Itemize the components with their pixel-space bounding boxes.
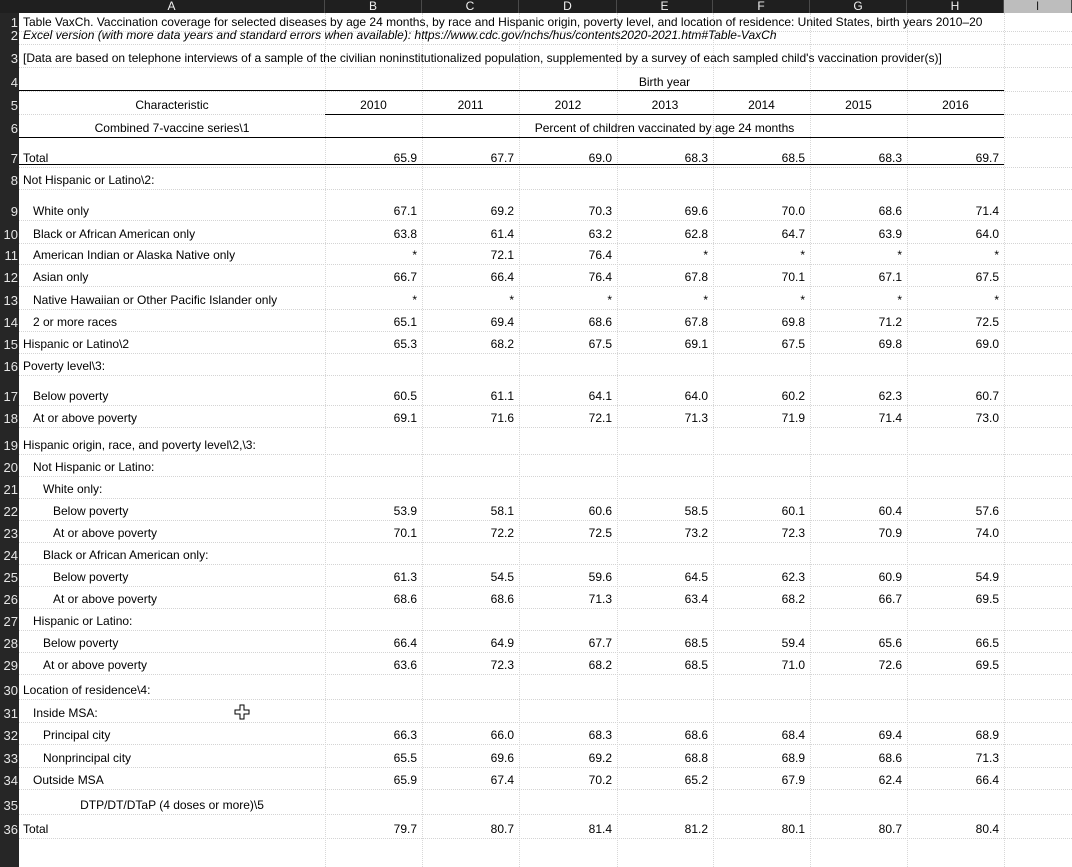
value-cell[interactable]: 69.7 bbox=[975, 151, 999, 165]
column-header-d[interactable]: D bbox=[519, 0, 617, 13]
row-header-26[interactable]: 26 bbox=[3, 592, 18, 607]
value-cell[interactable]: 69.5 bbox=[975, 592, 999, 606]
row-header-23[interactable]: 23 bbox=[3, 526, 18, 541]
value-cell[interactable]: * bbox=[703, 248, 708, 262]
value-cell[interactable]: 67.1 bbox=[393, 204, 417, 218]
row-header-2[interactable]: 2 bbox=[10, 28, 18, 43]
cell-characteristic[interactable]: Total bbox=[23, 822, 49, 836]
value-cell[interactable]: 68.3 bbox=[588, 728, 612, 742]
column-header-f[interactable]: F bbox=[713, 0, 810, 13]
value-cell[interactable]: 69.1 bbox=[684, 337, 708, 351]
value-cell[interactable]: 59.4 bbox=[781, 636, 805, 650]
cell-characteristic[interactable]: Combined 7-vaccine series\1 bbox=[94, 121, 250, 135]
value-cell[interactable]: 65.9 bbox=[393, 773, 417, 787]
value-cell[interactable]: 67.1 bbox=[878, 270, 902, 284]
row-header-13[interactable]: 13 bbox=[3, 293, 18, 308]
cell-characteristic[interactable]: Poverty level\3: bbox=[23, 359, 106, 373]
row-header-32[interactable]: 32 bbox=[3, 728, 18, 743]
row-gridline bbox=[19, 674, 1072, 675]
value-cell[interactable]: * bbox=[897, 293, 902, 307]
row-header-15[interactable]: 15 bbox=[3, 337, 18, 352]
row-gridline bbox=[19, 375, 1072, 376]
cell-characteristic[interactable]: Below poverty bbox=[53, 570, 129, 584]
value-cell[interactable]: 63.2 bbox=[588, 227, 612, 241]
row-gridline bbox=[19, 405, 1072, 406]
value-cell[interactable]: 60.1 bbox=[781, 504, 805, 518]
value-cell[interactable]: 68.6 bbox=[684, 728, 708, 742]
row-gridline bbox=[19, 454, 1072, 455]
value-cell[interactable]: 68.6 bbox=[490, 592, 514, 606]
row-gridline bbox=[19, 542, 1072, 543]
column-year-header[interactable]: 2013 bbox=[651, 98, 679, 112]
value-cell[interactable]: 67.5 bbox=[975, 270, 999, 284]
value-cell[interactable]: 60.5 bbox=[393, 389, 417, 403]
value-cell[interactable]: 80.7 bbox=[490, 822, 514, 836]
cell-characteristic[interactable]: Table VaxCh. Vaccination coverage for selected diseases by age 24 months, by race and Hispanic origin, poverty level, and location of residence: United States, birth years 2010–20 bbox=[23, 15, 983, 29]
cell-characteristic[interactable]: Below poverty bbox=[33, 389, 109, 403]
value-cell[interactable]: 69.2 bbox=[588, 751, 612, 765]
cell-characteristic[interactable]: White only bbox=[33, 204, 90, 218]
value-cell[interactable]: 73.2 bbox=[684, 526, 708, 540]
value-cell[interactable]: 66.4 bbox=[393, 636, 417, 650]
cell-characteristic[interactable]: Black or African American only bbox=[33, 227, 196, 241]
value-cell[interactable]: 68.5 bbox=[684, 658, 708, 672]
column-header-bar bbox=[0, 0, 1072, 13]
value-cell[interactable]: 68.9 bbox=[781, 751, 805, 765]
value-cell[interactable]: 66.4 bbox=[490, 270, 514, 284]
value-cell[interactable]: 66.7 bbox=[878, 592, 902, 606]
value-cell[interactable]: 69.8 bbox=[781, 315, 805, 329]
value-cell[interactable]: 71.2 bbox=[878, 315, 902, 329]
value-cell[interactable]: 62.3 bbox=[878, 389, 902, 403]
value-cell[interactable]: * bbox=[994, 293, 999, 307]
value-cell[interactable]: 63.8 bbox=[393, 227, 417, 241]
worksheet-area[interactable] bbox=[19, 13, 1072, 867]
row-header-19[interactable]: 19 bbox=[3, 438, 18, 453]
row-gridline bbox=[19, 608, 1072, 609]
column-header-a[interactable]: A bbox=[19, 0, 325, 13]
row-gridline bbox=[19, 630, 1072, 631]
row-gridline bbox=[19, 838, 1072, 839]
row-header-17[interactable]: 17 bbox=[3, 389, 18, 404]
value-cell[interactable]: 68.6 bbox=[393, 592, 417, 606]
row-gridline bbox=[19, 564, 1072, 565]
table-rule bbox=[19, 137, 1004, 138]
value-cell[interactable]: * bbox=[412, 248, 417, 262]
row-gridline bbox=[19, 331, 1072, 332]
cell-characteristic[interactable]: Principal city bbox=[43, 728, 111, 742]
cell-characteristic[interactable]: Below poverty bbox=[53, 504, 129, 518]
value-cell[interactable]: 61.4 bbox=[490, 227, 514, 241]
value-cell[interactable]: 58.1 bbox=[490, 504, 514, 518]
row-gridline bbox=[19, 91, 1072, 92]
table-rule bbox=[325, 114, 1004, 115]
value-cell[interactable]: 68.6 bbox=[878, 751, 902, 765]
value-cell[interactable]: 68.9 bbox=[975, 728, 999, 742]
row-header-29[interactable]: 29 bbox=[3, 658, 18, 673]
value-cell[interactable]: 63.6 bbox=[393, 658, 417, 672]
value-cell[interactable]: 73.0 bbox=[975, 411, 999, 425]
value-cell[interactable]: 71.9 bbox=[781, 411, 805, 425]
cell-characteristic[interactable]: White only: bbox=[43, 482, 103, 496]
value-cell[interactable]: 68.3 bbox=[878, 151, 902, 165]
value-cell[interactable]: 67.8 bbox=[684, 315, 708, 329]
row-header-35[interactable]: 35 bbox=[3, 798, 18, 813]
value-cell[interactable]: 76.4 bbox=[588, 270, 612, 284]
value-cell[interactable]: 70.1 bbox=[781, 270, 805, 284]
value-cell[interactable]: 60.7 bbox=[975, 389, 999, 403]
column-year-header[interactable]: 2011 bbox=[457, 98, 484, 112]
value-cell[interactable]: 67.8 bbox=[684, 270, 708, 284]
row-header-8[interactable]: 8 bbox=[10, 173, 18, 188]
column-header-e[interactable]: E bbox=[617, 0, 713, 13]
column-header-c[interactable]: C bbox=[422, 0, 519, 13]
column-header-b[interactable]: B bbox=[325, 0, 422, 13]
value-cell[interactable]: 68.6 bbox=[878, 204, 902, 218]
value-cell[interactable]: 72.3 bbox=[490, 658, 514, 672]
column-year-header[interactable]: 2010 bbox=[360, 98, 387, 112]
move-cursor-icon bbox=[234, 704, 250, 720]
row-gridline bbox=[19, 167, 1072, 168]
cell-characteristic[interactable]: Outside MSA bbox=[33, 773, 104, 787]
value-cell[interactable]: 69.0 bbox=[588, 151, 612, 165]
value-cell[interactable]: 72.5 bbox=[975, 315, 999, 329]
value-cell[interactable]: * bbox=[897, 248, 902, 262]
value-cell[interactable]: 71.0 bbox=[781, 658, 805, 672]
value-cell[interactable]: 58.5 bbox=[684, 504, 708, 518]
row-header-25[interactable]: 25 bbox=[3, 570, 18, 585]
row-header-24[interactable]: 24 bbox=[3, 548, 18, 563]
row-header-6[interactable]: 6 bbox=[10, 121, 18, 136]
value-cell[interactable]: 68.2 bbox=[588, 658, 612, 672]
row-header-14[interactable]: 14 bbox=[3, 315, 18, 330]
value-cell[interactable]: 54.9 bbox=[975, 570, 999, 584]
cell-characteristic[interactable]: Not Hispanic or Latino: bbox=[33, 460, 155, 474]
row-header-16[interactable]: 16 bbox=[3, 359, 18, 374]
value-cell[interactable]: 69.5 bbox=[975, 658, 999, 672]
value-cell[interactable]: 60.2 bbox=[781, 389, 805, 403]
cell-characteristic[interactable]: At or above poverty bbox=[53, 526, 158, 540]
row-header-21[interactable]: 21 bbox=[3, 482, 18, 497]
value-cell[interactable]: * bbox=[994, 248, 999, 262]
row-header-27[interactable]: 27 bbox=[3, 614, 18, 629]
cell-characteristic[interactable]: Asian only bbox=[33, 270, 89, 284]
row-gridline bbox=[19, 427, 1072, 428]
row-gridline bbox=[19, 353, 1072, 354]
value-cell[interactable]: 68.5 bbox=[684, 636, 708, 650]
cell-characteristic[interactable]: Characteristic bbox=[135, 98, 209, 112]
column-gridline bbox=[1004, 13, 1005, 867]
value-cell[interactable]: 80.1 bbox=[781, 822, 805, 836]
value-cell[interactable]: 64.5 bbox=[684, 570, 708, 584]
row-gridline bbox=[19, 286, 1072, 287]
value-cell[interactable]: 71.3 bbox=[684, 411, 708, 425]
value-cell[interactable]: 69.6 bbox=[684, 204, 708, 218]
value-cell[interactable]: 68.4 bbox=[781, 728, 805, 742]
cell-characteristic[interactable]: American Indian or Alaska Native only bbox=[33, 248, 236, 262]
cell-characteristic[interactable]: At or above poverty bbox=[33, 411, 138, 425]
value-cell[interactable]: 64.0 bbox=[975, 227, 999, 241]
row-header-5[interactable]: 5 bbox=[10, 98, 18, 113]
row-gridline bbox=[19, 814, 1072, 815]
value-cell[interactable]: 65.6 bbox=[878, 636, 902, 650]
row-header-7[interactable]: 7 bbox=[10, 151, 18, 166]
column-year-header[interactable]: 2014 bbox=[748, 98, 775, 112]
cell-characteristic[interactable]: Excel version (with more data years and standard errors when available): https://www.cdc.gov/nchs/hus/contents2020-2021.htm#Table-VaxCh bbox=[23, 28, 777, 42]
value-cell[interactable]: 70.0 bbox=[781, 204, 805, 218]
value-cell[interactable]: 64.1 bbox=[588, 389, 612, 403]
value-cell[interactable]: 71.4 bbox=[878, 411, 902, 425]
value-cell[interactable]: 72.5 bbox=[588, 526, 612, 540]
row-header-34[interactable]: 34 bbox=[3, 773, 18, 788]
value-cell[interactable]: 69.2 bbox=[490, 204, 514, 218]
cell-characteristic[interactable]: Black or African American only: bbox=[43, 548, 209, 562]
birth-year-label: Birth year bbox=[638, 75, 691, 89]
cell-characteristic[interactable]: Not Hispanic or Latino\2: bbox=[23, 173, 155, 187]
value-cell[interactable]: 68.6 bbox=[588, 315, 612, 329]
column-year-header[interactable]: 2016 bbox=[942, 98, 969, 112]
value-cell[interactable]: 66.3 bbox=[393, 728, 417, 742]
row-header-31[interactable]: 31 bbox=[3, 706, 18, 721]
row-gridline bbox=[19, 789, 1072, 790]
value-cell[interactable]: 60.6 bbox=[588, 504, 612, 518]
value-cell[interactable]: 81.4 bbox=[588, 822, 612, 836]
cell-characteristic[interactable]: Inside MSA: bbox=[33, 706, 98, 720]
value-cell[interactable]: 62.3 bbox=[781, 570, 805, 584]
value-cell[interactable]: 65.5 bbox=[393, 751, 417, 765]
value-cell[interactable]: 79.7 bbox=[393, 822, 417, 836]
row-gridline bbox=[19, 520, 1072, 521]
column-header-g[interactable]: G bbox=[810, 0, 907, 13]
value-cell[interactable]: * bbox=[607, 293, 612, 307]
cell-characteristic[interactable]: At or above poverty bbox=[43, 658, 148, 672]
row-gridline bbox=[19, 586, 1072, 587]
value-cell[interactable]: 53.9 bbox=[393, 504, 417, 518]
value-cell[interactable]: 76.4 bbox=[588, 248, 612, 262]
row-gridline bbox=[19, 699, 1072, 700]
row-header-30[interactable]: 30 bbox=[3, 683, 18, 698]
row-gridline bbox=[19, 744, 1072, 745]
value-cell[interactable]: 63.9 bbox=[878, 227, 902, 241]
value-cell[interactable]: 60.4 bbox=[878, 504, 902, 518]
row-gridline bbox=[19, 220, 1072, 221]
value-cell[interactable]: 64.9 bbox=[490, 636, 514, 650]
column-header-h[interactable]: H bbox=[907, 0, 1004, 13]
value-cell[interactable]: 69.1 bbox=[393, 411, 417, 425]
cell-characteristic[interactable]: Hispanic origin, race, and poverty level\2,\3: bbox=[23, 438, 256, 452]
value-cell[interactable]: 61.3 bbox=[393, 570, 417, 584]
row-header-33[interactable]: 33 bbox=[3, 751, 18, 766]
value-cell[interactable]: 72.6 bbox=[878, 658, 902, 672]
row-header-10[interactable]: 10 bbox=[3, 227, 18, 242]
value-cell[interactable]: 69.6 bbox=[490, 751, 514, 765]
cell-characteristic[interactable]: Location of residence\4: bbox=[23, 683, 151, 697]
value-cell[interactable]: 69.0 bbox=[975, 337, 999, 351]
value-cell[interactable]: 72.3 bbox=[781, 526, 805, 540]
value-cell[interactable]: 72.1 bbox=[588, 411, 612, 425]
row-gridline bbox=[19, 264, 1072, 265]
value-cell[interactable]: * bbox=[800, 293, 805, 307]
value-cell[interactable]: 62.4 bbox=[878, 773, 902, 787]
value-cell[interactable]: 70.3 bbox=[588, 204, 612, 218]
value-cell[interactable]: 72.1 bbox=[490, 248, 514, 262]
value-cell[interactable]: 65.9 bbox=[393, 151, 417, 165]
value-cell[interactable]: 65.1 bbox=[393, 315, 417, 329]
value-cell[interactable]: 65.3 bbox=[393, 337, 417, 351]
row-gridline bbox=[19, 476, 1072, 477]
value-cell[interactable]: 63.4 bbox=[684, 592, 708, 606]
row-gridline bbox=[19, 67, 1072, 68]
cell-characteristic[interactable]: DTP/DT/DTaP (4 doses or more)\5 bbox=[80, 798, 264, 812]
cell-characteristic[interactable]: Hispanic or Latino: bbox=[33, 614, 133, 628]
value-cell[interactable]: 80.4 bbox=[975, 822, 999, 836]
cell-characteristic[interactable]: [Data are based on telephone interviews of a sample of the civilian noninstitutionalized population, supplemented by a survey of each sampled child's vaccination provider(s)] bbox=[23, 51, 942, 65]
value-cell[interactable]: 71.6 bbox=[490, 411, 514, 425]
value-cell[interactable]: 60.9 bbox=[878, 570, 902, 584]
row-header-4[interactable]: 4 bbox=[10, 75, 18, 90]
value-cell[interactable]: 61.1 bbox=[490, 389, 514, 403]
row-header-20[interactable]: 20 bbox=[3, 460, 18, 475]
column-year-header[interactable]: 2012 bbox=[554, 98, 582, 112]
row-gridline bbox=[19, 189, 1072, 190]
percent-vaccinated-label: Percent of children vaccinated by age 24 months bbox=[534, 121, 795, 135]
value-cell[interactable]: 64.0 bbox=[684, 389, 708, 403]
row-header-3[interactable]: 3 bbox=[10, 51, 18, 66]
value-cell[interactable]: 71.3 bbox=[975, 751, 999, 765]
value-cell[interactable]: 67.5 bbox=[588, 337, 612, 351]
value-cell[interactable]: 62.8 bbox=[684, 227, 708, 241]
row-header-9[interactable]: 9 bbox=[10, 204, 18, 219]
value-cell[interactable]: 66.0 bbox=[490, 728, 514, 742]
value-cell[interactable]: 69.4 bbox=[490, 315, 514, 329]
row-header-1[interactable]: 1 bbox=[10, 15, 18, 30]
table-rule bbox=[19, 90, 1004, 91]
column-year-header[interactable]: 2015 bbox=[845, 98, 872, 112]
cell-characteristic[interactable]: Native Hawaiian or Other Pacific Islander only bbox=[33, 293, 278, 307]
value-cell[interactable]: 57.6 bbox=[975, 504, 999, 518]
row-gridline bbox=[19, 722, 1072, 723]
value-cell[interactable]: 80.7 bbox=[878, 822, 902, 836]
value-cell[interactable]: 70.9 bbox=[878, 526, 902, 540]
value-cell[interactable]: 68.5 bbox=[781, 151, 805, 165]
row-gridline bbox=[19, 243, 1072, 244]
value-cell[interactable]: 66.4 bbox=[975, 773, 999, 787]
value-cell[interactable]: 71.4 bbox=[975, 204, 999, 218]
cell-characteristic[interactable]: Hispanic or Latino\2 bbox=[23, 337, 130, 351]
cell-characteristic[interactable]: At or above poverty bbox=[53, 592, 158, 606]
value-cell[interactable]: * bbox=[412, 293, 417, 307]
value-cell[interactable]: 70.1 bbox=[393, 526, 417, 540]
value-cell[interactable]: * bbox=[703, 293, 708, 307]
value-cell[interactable]: 69.8 bbox=[878, 337, 902, 351]
value-cell[interactable]: 68.8 bbox=[684, 751, 708, 765]
value-cell[interactable]: 64.7 bbox=[781, 227, 805, 241]
row-gridline bbox=[19, 44, 1072, 45]
value-cell[interactable]: 81.2 bbox=[684, 822, 708, 836]
value-cell[interactable]: 68.2 bbox=[781, 592, 805, 606]
value-cell[interactable]: 65.2 bbox=[684, 773, 708, 787]
value-cell[interactable]: 59.6 bbox=[588, 570, 612, 584]
row-header-22[interactable]: 22 bbox=[3, 504, 18, 519]
value-cell[interactable]: 67.7 bbox=[490, 151, 514, 165]
column-header-i[interactable]: I bbox=[1004, 0, 1072, 13]
cell-characteristic[interactable]: 2 or more races bbox=[33, 315, 118, 329]
value-cell[interactable]: 70.2 bbox=[588, 773, 612, 787]
cell-characteristic[interactable]: Below poverty bbox=[43, 636, 119, 650]
value-cell[interactable]: 68.2 bbox=[490, 337, 514, 351]
row-header-11[interactable]: 11 bbox=[4, 248, 18, 263]
cell-characteristic[interactable]: Total bbox=[23, 151, 49, 165]
row-header-28[interactable]: 28 bbox=[3, 636, 18, 651]
value-cell[interactable]: 67.4 bbox=[490, 773, 514, 787]
row-header-12[interactable]: 12 bbox=[3, 270, 18, 285]
row-gridline bbox=[19, 309, 1072, 310]
value-cell[interactable]: 54.5 bbox=[490, 570, 514, 584]
value-cell[interactable]: 74.0 bbox=[975, 526, 999, 540]
row-header-bar bbox=[0, 13, 19, 867]
value-cell[interactable]: 67.5 bbox=[781, 337, 805, 351]
row-header-18[interactable]: 18 bbox=[3, 411, 18, 426]
value-cell[interactable]: * bbox=[509, 293, 514, 307]
value-cell[interactable]: 68.3 bbox=[684, 151, 708, 165]
value-cell[interactable]: 72.2 bbox=[490, 526, 514, 540]
row-gridline bbox=[19, 652, 1072, 653]
value-cell[interactable]: 69.4 bbox=[878, 728, 902, 742]
row-gridline bbox=[19, 498, 1072, 499]
row-header-36[interactable]: 36 bbox=[3, 822, 18, 837]
row-gridline bbox=[19, 767, 1072, 768]
cell-characteristic[interactable]: Nonprincipal city bbox=[43, 751, 132, 765]
value-cell[interactable]: 67.7 bbox=[588, 636, 612, 650]
value-cell[interactable]: 67.9 bbox=[781, 773, 805, 787]
value-cell[interactable]: * bbox=[800, 248, 805, 262]
value-cell[interactable]: 66.7 bbox=[393, 270, 417, 284]
value-cell[interactable]: 66.5 bbox=[975, 636, 999, 650]
value-cell[interactable]: 71.3 bbox=[588, 592, 612, 606]
